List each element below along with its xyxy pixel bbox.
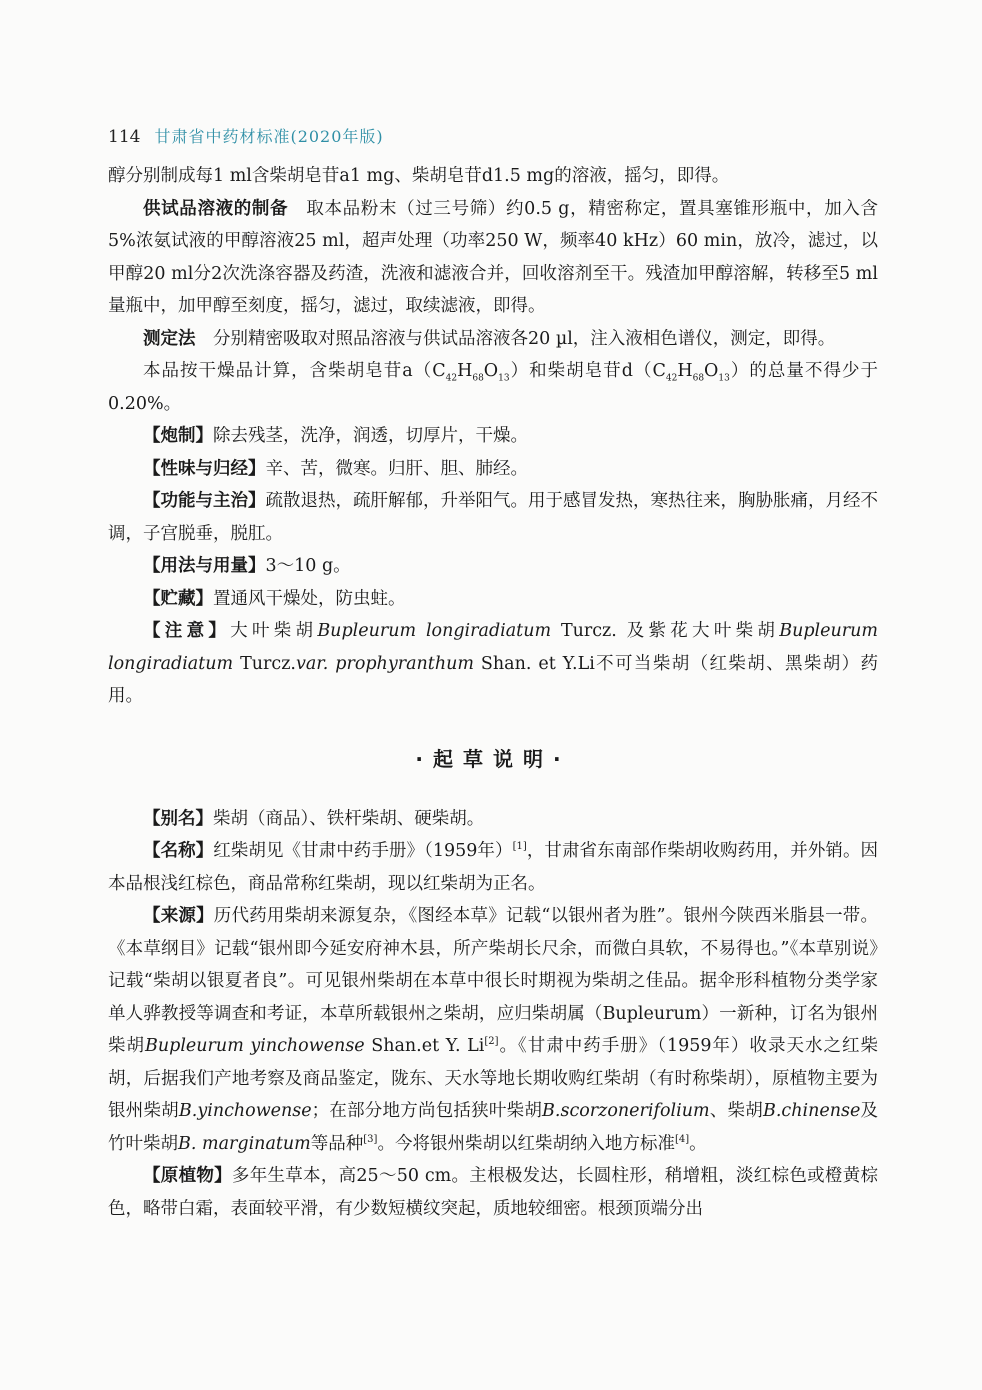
text-run: O bbox=[483, 361, 499, 381]
section-title: ·起草说明· bbox=[415, 746, 571, 771]
paragraph-text: 置通风干燥处，防虫蛀。 bbox=[213, 588, 406, 609]
text-run: Turcz. 及紫花大叶柴胡 bbox=[551, 621, 780, 641]
section-label: 【贮藏】 bbox=[143, 588, 213, 609]
paragraph bbox=[108, 355, 878, 420]
paragraph bbox=[108, 193, 878, 323]
subscript: 68 bbox=[472, 373, 484, 384]
text-run: O bbox=[704, 361, 719, 381]
paragraph-label: 测定法 bbox=[143, 328, 196, 349]
latin-name: B. marginatum bbox=[178, 1133, 311, 1154]
section-label: 【原植物】 bbox=[143, 1166, 232, 1186]
paragraph bbox=[108, 615, 878, 713]
text-run: 等品种 bbox=[310, 1133, 364, 1154]
paragraph bbox=[108, 550, 878, 583]
reference-marker: [4] bbox=[674, 1133, 690, 1145]
text-run: 。今将银州柴胡以红柴胡纳入地方标准 bbox=[377, 1133, 675, 1154]
paragraph bbox=[108, 485, 878, 550]
paragraph-text: 3～10 g。 bbox=[265, 556, 351, 576]
paragraph-label: 供试品溶液的制备 bbox=[143, 198, 289, 219]
text-run: 。 bbox=[689, 1133, 707, 1154]
subscript: 13 bbox=[498, 373, 510, 384]
text-run: ）和柴胡皂苷d（C bbox=[509, 361, 666, 381]
text-run: 大叶柴胡 bbox=[230, 621, 318, 641]
section-label: 【性味与归经】 bbox=[143, 458, 266, 479]
section-label: 【炮制】 bbox=[143, 426, 213, 446]
latin-name: Bupleurum longiradiatum bbox=[317, 621, 552, 641]
reference-marker: [2] bbox=[484, 1036, 499, 1048]
text-run: 历代药用柴胡来源复杂，《图经本草》记载“以银州者为胜”。银州今陕西米脂县一带。《本草纲目》记载“银州即今延安府神木县，所产柴胡长尺余，而微白具软，不易得也。”《本草别说》记载“柴胡以银夏者良”。可见银州柴胡在本草中很长时期视为柴胡之佳品。据伞形科植物分类学家单人骅教授等调查和考证，本草所载银州之柴胡，应归柴胡属（Bupleurum）一新种，订名为银州柴胡 bbox=[108, 906, 879, 1056]
section-label: 【功能与主治】 bbox=[143, 491, 266, 511]
running-title: 甘肃省中药材标准(2020年版) bbox=[154, 127, 384, 146]
paragraph bbox=[108, 900, 878, 1160]
latin-name: Bupleurum longiradiatum bbox=[108, 621, 879, 674]
paragraph bbox=[108, 1160, 878, 1225]
subscript: 13 bbox=[718, 373, 730, 384]
text-run: 。《甘肃中药手册》（1959年）收录天水之红柴胡，后据我们产地考察及商品鉴定，陇东、天水等地长期收购红柴胡（有时称柴胡），原植物主要为银州柴胡 bbox=[108, 1036, 879, 1121]
section-label: 【注意】 bbox=[143, 621, 231, 641]
page-header bbox=[108, 124, 878, 147]
body-text bbox=[108, 160, 878, 1225]
section-label: 【用法与用量】 bbox=[143, 556, 266, 576]
paragraph-text: 取本品粉末（过三号筛）约0.5 g，精密称定，置具塞锥形瓶中，加入含5%浓氨试液的甲醇溶液25 ml，超声处理（功率250 W，频率40 kHz）60 min，放冷，滤过，以甲醇20 ml分2次洗涤容器及药渣，洗液和滤液合并，回收溶剂至干。残渣加甲醇溶解，转移至5 ml量瓶中，加甲醇至刻度，摇匀，滤过，取续滤液，即得。 bbox=[108, 198, 879, 316]
text-run: Shan.et Y. Li bbox=[364, 1036, 485, 1056]
subscript: 42 bbox=[445, 373, 458, 384]
paragraph-text: 除去残茎，洗净，润透，切厚片，干燥。 bbox=[213, 426, 528, 446]
paragraph bbox=[108, 323, 878, 356]
section-label: 【名称】 bbox=[143, 841, 214, 861]
text-run: H bbox=[677, 361, 693, 381]
paragraph bbox=[108, 835, 878, 900]
paragraph bbox=[108, 583, 878, 616]
paragraph-text: 柴胡（商品）、铁杆柴胡、硬柴胡。 bbox=[213, 808, 485, 829]
subscript: 68 bbox=[692, 373, 705, 384]
text-run: 、柴胡 bbox=[709, 1101, 763, 1121]
text-run: H bbox=[457, 361, 473, 381]
paragraph-text: 辛、苦，微寒。归肝、胆、肺经。 bbox=[265, 458, 528, 479]
reference-marker: [1] bbox=[512, 841, 527, 853]
section-label: 【来源】 bbox=[143, 906, 214, 926]
paragraph-text: 疏散退热，疏肝解郁，升举阳气。用于感冒发热，寒热往来，胸胁胀痛，月经不调，子宫脱垂，脱肛。 bbox=[108, 491, 878, 544]
paragraph bbox=[108, 803, 878, 836]
paragraph bbox=[108, 453, 878, 486]
text-run: Shan. et Y.Li不可当柴胡（红柴胡、黑柴胡）药用。 bbox=[108, 653, 878, 706]
text-run: 红柴胡见《甘肃中药手册》（1959年） bbox=[213, 841, 513, 861]
latin-name: var. prophyranthum bbox=[295, 653, 474, 674]
paragraph-text: 多年生草本，高25～50 cm。主根极发达，长圆柱形，稍增粗，淡红棕色或橙黄棕色，略带白霜，表面较平滑，有少数短横纹突起，质地较细密。根颈顶端分出 bbox=[108, 1166, 879, 1219]
text-run: 本品按干燥品计算，含柴胡皂苷a（C bbox=[143, 361, 446, 381]
paragraph bbox=[108, 420, 878, 453]
latin-name: B.chinense bbox=[762, 1101, 861, 1121]
text-run: Turcz. bbox=[233, 653, 296, 674]
latin-name: B.scorzonerifolium bbox=[542, 1101, 710, 1121]
text-run: 及竹叶柴胡 bbox=[108, 1101, 879, 1154]
text-run: ，甘肃省东南部作柴胡收购药用，并外销。因本品根浅红棕色，商品常称红柴胡，现以红柴胡为正名。 bbox=[108, 841, 879, 894]
paragraph-text: 分别精密吸取对照品溶液与供试品溶液各20 µl，注入液相色谱仪，测定，即得。 bbox=[195, 328, 836, 349]
page-number: 114 bbox=[108, 127, 141, 147]
subscript: 42 bbox=[665, 373, 678, 384]
text-run: ）的总量不得少于0.20%。 bbox=[108, 361, 879, 414]
text-run: ；在部分地方尚包括狭叶柴胡 bbox=[311, 1101, 543, 1121]
paragraph: 醇分别制成每1 ml含柴胡皂苷a1 mg、柴胡皂苷d1.5 mg的溶液，摇匀，即得。 bbox=[108, 166, 730, 186]
reference-marker: [3] bbox=[363, 1133, 378, 1145]
latin-name: Bupleurum yinchowense bbox=[145, 1036, 365, 1056]
section-label: 【别名】 bbox=[143, 808, 213, 829]
latin-name: B.yinchowense bbox=[178, 1101, 312, 1121]
